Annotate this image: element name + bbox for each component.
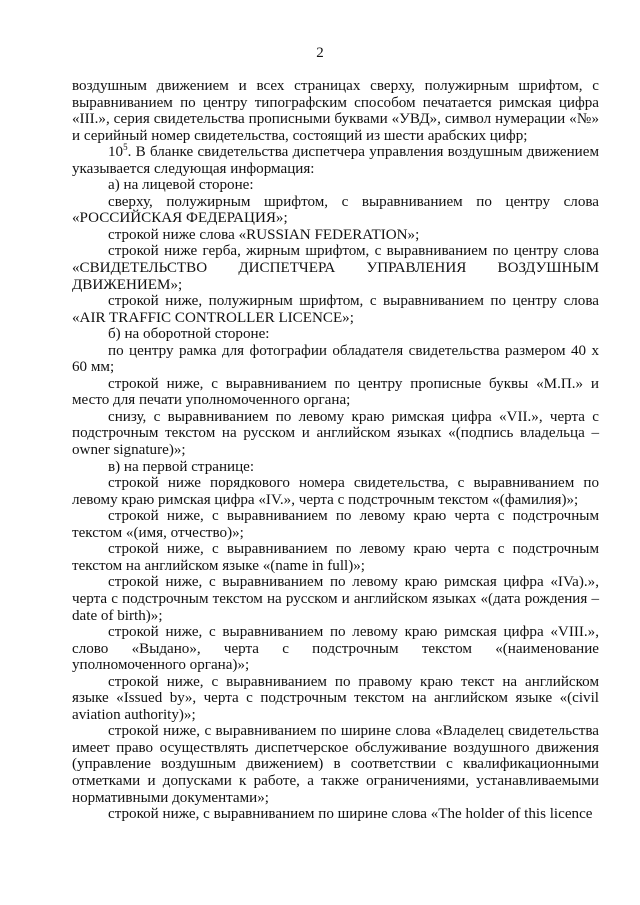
paragraph: снизу, с выравниванием по левому краю римская цифра «VII.», черта с подстрочным текстом на русском и английском языках «(подпись владельца – owner signature)»; — [72, 408, 599, 459]
paragraph — [72, 144, 599, 177]
paragraph: строкой ниже, с выравниванием по ширине слова «Владелец свидетельства имеет право осуществлять диспетчерское обслуживание воздушного движения (управление воздушным движением) в соответствии с квалификационными отметками и допусками к работе, а также ограничениями, устанавливаемыми нормативными документами»; — [72, 723, 599, 806]
paragraph: а) на лицевой стороне: — [108, 177, 254, 194]
paragraph: строкой ниже, с выравниванием по центру прописные буквы «М.П.» и место для печати уполномоченного органа; — [72, 375, 599, 409]
paragraph: воздушным движением и всех страницах сверху, полужирным шрифтом, с выравниванием по центру типографским способом печатается римская цифра «III.», серия свидетельства прописными буквами «УВД», символ нумерации «№» и серийный номер свидетельства, состоящий из шести арабских цифр; — [72, 78, 599, 144]
paragraph: строкой ниже, с выравниванием по левому краю римская цифра «IVa).», черта с подстрочным текстом на русском и английском языках «(дата рождения – date of birth)»; — [72, 574, 599, 624]
paragraph: строкой ниже, с выравниванием по правому краю текст на английском языке «Issued by», черта с подстрочным текстом на английском языке «(civil aviation authority)»; — [72, 673, 599, 723]
paragraph: строкой ниже порядкового номера свидетельства, с выравниванием по левому краю римская цифра «IV.», черта с подстрочным текстом «(фамилия)»; — [72, 475, 599, 508]
paragraph: строкой ниже, с выравниванием по левому краю римская цифра «VIII.», слово «Выдано», черта с подстрочным текстом «(наименование уполномоченного органа)»; — [72, 624, 599, 674]
paragraph: сверху, полужирным шрифтом, с выравниванием по центру слова «РОССИЙСКАЯ ФЕДЕРАЦИЯ»; — [72, 193, 599, 227]
clause-superscript: 5 — [123, 142, 128, 153]
paragraph: в) на первой странице: — [108, 458, 255, 475]
paragraph: строкой ниже, с выравниванием по ширине слова «The holder of this licence — [108, 806, 593, 823]
document-body — [72, 78, 599, 823]
paragraph: б) на оборотной стороне: — [108, 326, 270, 343]
paragraph: по центру рамка для фотографии обладателя свидетельства размером 40 x 60 мм; — [72, 342, 599, 376]
paragraph: строкой ниже герба, жирным шрифтом, с выравниванием по центру слова «СВИДЕТЕЛЬСТВО ДИСПЕТЧЕРА УПРАВЛЕНИЯ ВОЗДУШНЫМ ДВИЖЕНИЕМ»; — [72, 243, 599, 293]
paragraph: строкой ниже, с выравниванием по левому краю черта с подстрочным текстом на английском языке «(name in full)»; — [72, 541, 599, 574]
paragraph: строкой ниже, полужирным шрифтом, с выравниванием по центру слова «AIR TRAFFIC CONTROLLER LICENCE»; — [72, 293, 599, 326]
paragraph: строкой ниже слова «RUSSIAN FEDERATION»; — [108, 226, 420, 243]
clause-number: 10 — [108, 144, 124, 161]
paragraph-text: . В бланке свидетельства диспетчера управления воздушным движением указывается следующая информация: — [72, 144, 599, 177]
paragraph: строкой ниже, с выравниванием по левому краю черта с подстрочным текстом «(имя, отчество)»; — [72, 508, 599, 541]
page-number: 2 — [316, 45, 324, 61]
